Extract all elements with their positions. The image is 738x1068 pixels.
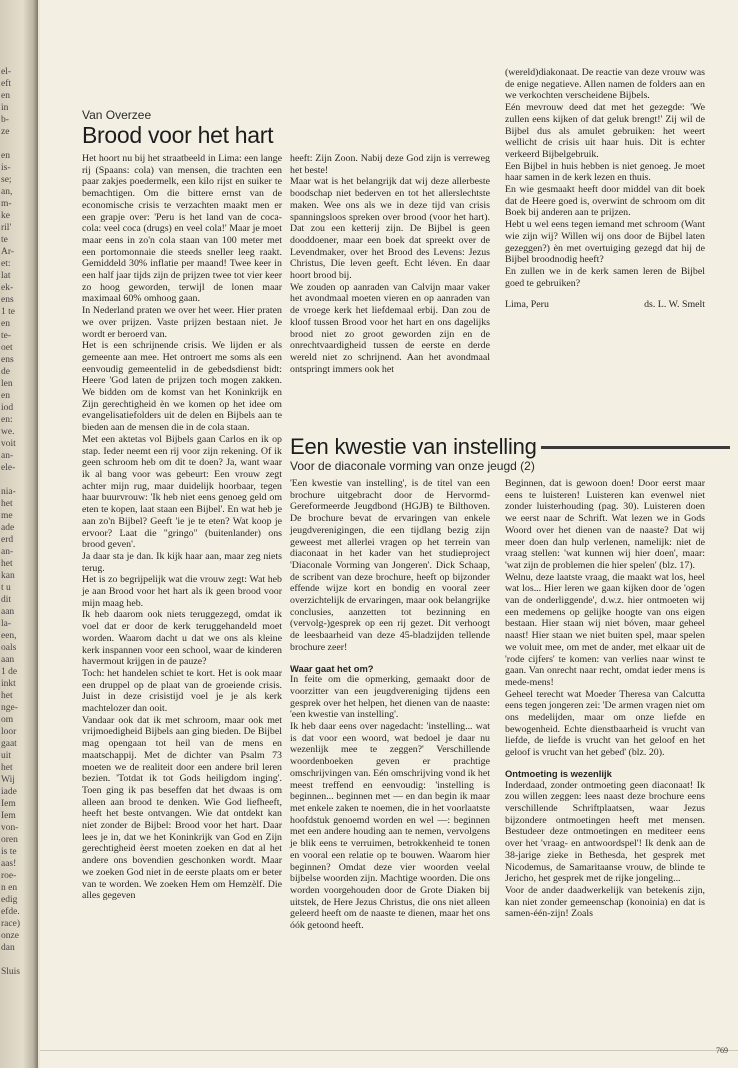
spine-text-fragment: eft <box>1 79 12 89</box>
spine-text-fragment: oren <box>1 835 18 845</box>
spine-text-fragment: te <box>1 235 8 245</box>
spine-text-fragment: ke <box>1 211 10 221</box>
paragraph: (wereld)diakonaat. De reactie van deze vrouw was de enige negatieve. Allen namen de folders aan en we verkochten verscheidene Bijbels. <box>505 67 705 102</box>
magazine-page <box>40 0 738 1068</box>
spine-text-fragment: Ar- <box>1 247 14 257</box>
article1-column-2 <box>290 153 490 375</box>
spine-text-fragment: gaat <box>1 739 17 749</box>
spine-text-fragment: ele- <box>1 463 16 473</box>
spine-text-fragment: oals <box>1 643 17 653</box>
spine-text-fragment: me <box>1 511 13 521</box>
article2-title: Een kwestie van instelling <box>290 434 541 460</box>
spine-text-fragment: en <box>1 391 10 401</box>
page-bottom-rule <box>40 1050 738 1051</box>
paragraph: Het is een schrijnende crisis. We lijden er als gemeente aan mee. Het ontroert me soms als een eenvoudig gemeentelid in de gebedsdienst bidt: Heere 'God laten de prijzen toch mogen zakken. We bidden om de komst van het Koninkrijk en Zijn gerechtigheid èn we komen op het idee om evangelisatiefolders uit de delen en Bijbels aan te bieden aan de mensen die in de cola staan. <box>82 340 282 434</box>
spine-text-fragment: ade <box>1 523 15 533</box>
article-title: Brood voor het hart <box>82 122 274 148</box>
spine-text-fragment: n en <box>1 883 18 893</box>
spine-text-fragment: om <box>1 715 14 725</box>
spine-text-fragment: aan <box>1 655 15 665</box>
spine-text-fragment: we. <box>1 427 15 437</box>
spine-text-fragment: b- <box>1 115 9 125</box>
spine-text-fragment: het <box>1 763 13 773</box>
spine-text-fragment: is- <box>1 163 11 173</box>
article2-column-1 <box>290 478 490 932</box>
spine-text-fragment: an, <box>1 187 13 197</box>
spine-text-fragment: Wij <box>1 775 15 785</box>
spine-text-fragment: nge- <box>1 703 18 713</box>
spine-text-fragment: ens <box>1 355 14 365</box>
spine-text-fragment: dit <box>1 595 12 605</box>
subheading: Waar gaat het om? <box>290 662 374 674</box>
adjacent-page-edge <box>0 0 38 1068</box>
spine-text-fragment: loor <box>1 727 17 737</box>
article1-column-1 <box>82 153 282 902</box>
signature-author: ds. L. W. Smelt <box>644 299 705 311</box>
spine-text-fragment: edig <box>1 895 18 905</box>
spine-text-fragment: inkt <box>1 679 16 689</box>
spine-text-fragment: erd <box>1 535 14 545</box>
spine-text-fragment: te- <box>1 331 12 341</box>
spine-text-fragment: iod <box>1 403 14 413</box>
paragraph: En zullen we in de kerk samen leren de Bijbel goed te gebruiken? <box>505 265 705 289</box>
spine-text-fragment: het <box>1 559 13 569</box>
spine-text-fragment: Sluis <box>1 967 21 977</box>
paragraph: Vandaar ook dat ik met schroom, maar ook met vrijmoedigheid Bijbels aan ging bieden. De Bijbel mag opengaan tot heil van de mens en maatschappij. Met de dichter van Psalm 73 moeten we de realiteit door een andere bril leren bezien. 'Totdat ik tot Gods heiligdom inging'. Toen ging ik pas beseffen dat het dwaas is om alleen aan brood te denken. Wie God liefheeft, heeft het beste ontvangen. Wie dat ontdekt kan niet zonder de Bijbel: Brood voor het hart. Daar lees je in, dat we het Koninkrijk van God en Zijn gerechtigheid èerst moeten zoeken en dat al het andere ons bovendien geschonken wordt. Maar we zoeken God niet in de eerste plaats om er beter van te worden. We zoeken Hem om Hemzèlf. Die alles gegeven <box>82 714 282 902</box>
spine-text-fragment: Iem <box>1 811 16 821</box>
paragraph: 'Een kwestie van instelling', is de titel van een brochure uitgebracht door de Hervormd-Gereformeerde Jeugdbond (HGJB) te Bilthoven. De brochure bevat de ervaringen van enkele jeugdverenigingen, die een tijdlang bezig zijn geweest met allerlei vragen op het terrein van diaconaat in het kader van het studieproject 'Diaconale Vorming van Jongeren'. Dick Schaap, de scribent van deze brochure, heeft op bijzonder effende wijze kort en bondig en vooral zeer overzichtelijk de ervaringen, maar ook belangrijke conclusies, aanzetten tot bezinning en (vervolg-)gesprek op een rij gezet. Dit verhoogt de leesbaarheid van deze 45-bladzijden tellende brochure zeer! <box>290 478 490 653</box>
spine-text-fragment: het <box>1 691 13 701</box>
signature <box>505 299 705 311</box>
spine-text-fragment: t u <box>1 583 11 593</box>
paragraph: Maar wat is het belangrijk dat wij deze allerbeste boodschap niet bederven en tot het allerslechtste maken. Wee ons als we in deze tijd van crisis spanningsloos spreken over brood (voor het hart). Dat zou een ketterij zijn. De Bijbel is geen dooddoener, maar een boek dat spreekt over de Levendmaker, over het Brood des Levens: Jezus Christus, Die leven geeft. Echt léven. En daar hoort brood bij. <box>290 176 490 282</box>
spine-text-fragment: race) <box>1 919 20 929</box>
spine-text-fragment: het <box>1 499 13 509</box>
spine-text-fragment: en <box>1 151 10 161</box>
spine-text-fragment: oet <box>1 343 13 353</box>
signature-place: Lima, Peru <box>505 299 549 311</box>
paragraph: Geheel terecht wat Moeder Theresa van Calcutta eens tegen jongeren zei: 'De armen vragen niet om ons medelijden, maar om onze liefde en bewogenheid. Echte dienstbaarheid is vrucht van liefde, de liefde is vrucht van het geloof en het geloof is vrucht van het gebed' (blz. 20). <box>505 688 705 759</box>
spine-text-fragment: ril' <box>1 223 12 233</box>
spine-text-fragment: kan <box>1 571 15 581</box>
spine-text-fragment: in <box>1 103 9 113</box>
spine-text-fragment: dan <box>1 943 15 953</box>
spine-text-fragment: 1 te <box>1 307 15 317</box>
spine-text-fragment: aan <box>1 607 15 617</box>
spine-text-fragment: von- <box>1 823 19 833</box>
spine-text-fragment: an- <box>1 547 14 557</box>
paragraph: Beginnen, dat is gewoon doen! Door eerst maar eens te luisteren! Luisteren kan evenwel niet zonder luisterhouding (pag. 30). Luisteren doen we eerst naar de Schrift. Wat lezen we in Gods Woord over het dienen van de naaste? Dat wij meer doen dan hulp verlenen, namelijk: niet de vraag stellen: 'wat kunnen wij hier doen', maar: 'wat zijn de problemen die hier spelen' (blz. 17). <box>505 478 705 571</box>
spine-text-fragment: la- <box>1 619 12 629</box>
paragraph: Een Bijbel in huis hebben is niet genoeg. Je moet haar samen in de kerk lezen en thuis. <box>505 160 705 184</box>
paragraph: In feite om die opmerking, gemaakt door de voorzitter van een jeugdvereniging tijdens een gesprek over het helpen, het dienen van de naaste: 'een kwestie van instelling'. <box>290 674 490 721</box>
spine-text-fragment: el- <box>1 67 12 77</box>
spine-text-fragment: efde. <box>1 907 20 917</box>
article2-column-2 <box>505 478 705 920</box>
spine-text-fragment: m- <box>1 199 12 209</box>
spine-text-fragment: ens <box>1 295 14 305</box>
spine-text-fragment: ek- <box>1 283 14 293</box>
paragraph: Met een aktetas vol Bijbels gaan Carlos en ik op stap. Ieder neemt een rij voor zijn rekening. Of ik geen schroom heb om dit te doen? Ja, want waar ik al bang voor was gebeurt: Een vrouw zegt achter mijn rug, maar duidelijk hoorbaar, tegen haar buurvrouw: 'Ik heb niet eens genoeg geld om eten te kopen, laat staan een Bijbel'. En wat heb je aan zo'n Bijbel? Geeft 'ie je te eten? Wat koop je ervoor? Laat die "gringo" (buitenlander) ons brood geven'. <box>82 433 282 551</box>
spine-text-fragment: et: <box>1 259 11 269</box>
page-number: 769 <box>716 1046 728 1055</box>
spine-text-fragment: en <box>1 319 10 329</box>
paragraph: Hebt u wel eens tegen iemand met schroom (Want wie zijn wij? Willen wij ons door de Bijbel laten gezeggen?) èn met overtuiging gezegd dat hij de Bijbel broodnodig heeft? <box>505 219 705 266</box>
paragraph: Het is zo begrijpelijk wat die vrouw zegt: Wat heb je aan Brood voor het hart als ik geen brood voor mijn maag heb. <box>82 574 282 609</box>
spine-text-fragment: uit <box>1 751 12 761</box>
paragraph: Ja daar sta je dan. Ik kijk haar aan, maar zeg niets terug. <box>82 550 282 574</box>
spine-text-fragment: Iem <box>1 799 16 809</box>
paragraph: Welnu, deze laatste vraag, die maakt wat los, heel wat los... Hier leren we gaan kijken door de 'ogen van de onderliggende', d.w.z. hier ontmoeten wij een medemens op gelijke hoogte van ons eigen bestaan. Hier staan wij niet bóven, maar geheel naast! Hier staan we niet buiten spel, maar spelen we voluit mee, om met de ander, met elkaar uit de 'rode cijfers' te komen: van verlies naar winst te gaan. Van onrecht naar recht, omdat ieder mens is mede-mens! <box>505 571 705 688</box>
spine-text-fragment: lat <box>1 271 11 281</box>
paragraph: Inderdaad, zonder ontmoeting geen diaconaat! Ik zou willen zeggen: lees naast deze brochure eens verschillende Schriftplaatsen, waar Jezus bijzondere ontmoetingen heeft met mensen. Bestudeer deze ontmoetingen en mediteer eens over het 'vraag- en antwoordspel'! Ik denk aan de 38-jarige zieke in Bethesda, het gesprek met Nicodemus, de Samaritaanse vrouw, de blinde te Jericho, het gesprek met de rijke jongeling... <box>505 779 705 885</box>
spine-text-fragment: ze <box>1 127 10 137</box>
subheading: Ontmoeting is wezenlijk <box>505 767 612 779</box>
paragraph: En wie gesmaakt heeft door middel van dit boek dat de Heere goed is, overwint de schroom om dit Boek bij anderen aan te prijzen. <box>505 184 705 219</box>
spine-text-fragment: len <box>1 379 13 389</box>
spine-text-fragment: iade <box>1 787 17 797</box>
spine-text-fragment: de <box>1 367 10 377</box>
article2-subtitle: Voor de diaconale vorming van onze jeugd (2) <box>290 459 535 473</box>
paragraph: Ik heb daarom ook niets teruggezegd, omdat ik voel dat er door de kerk teruggehandeld moet worden. Waarom dacht u dat we ons als kleine kerk inspannen voor een school, waar de kinderen havermout krijgen in de pauze? <box>82 609 282 668</box>
paragraph: Ik heb daar eens over nagedacht: 'instelling... wat is dat voor een woord, wat bedoel je daar nu wezenlijk mee te zeggen?' Verschillende woordenboeken geven er prachtige omschrijvingen van. Eén omschrijving vond ik het meest treffend en eenvoudig: 'instelling is beginnen... beginnen met — en dan begin ik maar met enkele zaken te noemen, die in het voorlaatste hoofdstuk genoemd worden en wel —: beginnen met een andere houding aan te nemen, vervolgens je blik eens te verruimen, betrokkenheid te tonen en vooral een relatie op te bouwen. Waarom hier beginnen? Omdat deze vier woorden veelal bijbelse woorden zijn. Machtige woorden. Die ons worden voorgehouden door de Grote Diaken bij uitstek, de Here Jezus Christus, die ons niet alleen geleerd heeft om de naaste te dienen, maar het ons óók getoond heeft. <box>290 721 490 932</box>
spine-text-fragment: voit <box>1 439 16 449</box>
spine-text-fragment: roe- <box>1 871 17 881</box>
spine-text-fragment: nia- <box>1 487 16 497</box>
spine-text-fragment: aas! <box>1 859 17 869</box>
paragraph: We zouden op aanraden van Calvijn maar vaker het avondmaal moeten vieren en op aanraden van de vroege kerk het liefdemaal erbij. Dan zou de kloof tussen Brood voor het hart en ons dagelijks brood niet zo groot geworden zijn en de onrechtvaardigheid tussen de eerste en derde wereld niet zo schrijnend. Aan het avondmaal ontspringt immers ook het <box>290 281 490 375</box>
spine-text-fragment: een, <box>1 631 17 641</box>
section-kicker: Van Overzee <box>82 108 152 122</box>
paragraph: Voor de ander daadwerkelijk van betekenis zijn, kan niet zonder gemeenschap (konoinia) en dat is samen-één-zijn! Zoals <box>505 884 705 920</box>
spine-text-fragment: an- <box>1 451 14 461</box>
paragraph: heeft: Zijn Zoon. Nabij deze God zijn is verreweg het beste! <box>290 153 490 176</box>
spine-text-fragment: se; <box>1 175 12 185</box>
article1-column-3 <box>505 67 705 311</box>
spine-text-fragment: en: <box>1 415 13 425</box>
spine-text-fragment: 1 de <box>1 667 18 677</box>
paragraph: Eén mevrouw deed dat met het gezegde: 'We zullen eens kijken of dat geluk brengt!' Zij wil de Bijbel dus als amulet gebruiken: het weert wellicht de crisis uit haar huis. Dit is echter verkeerd Bijbelgebruik. <box>505 102 705 160</box>
paragraph: Het hoort nu bij het straatbeeld in Lima: een lange rij (Spaans: cola) van mensen, die trachten een paar zakjes poedermelk, een kilo rijst en suiker te bemachtigen. Om die bittere ernst van de economische crisis te verzachten maakt men er een grapje over: 'Peru is het land van de coca-cola: veel coca (drugs) en veel cola!' Maar je moet maar eens in zo'n cola staan van 100 meter met een portomonnaie die steeds sneller leeg raakt. Gemiddeld 30% inflatie per maand! Twee keer in een half jaar tijds zijn de prijzen twee tot vier keer zo hoog geworden, terwijl de lonen maar maximaal 60% omhoog gaan. <box>82 153 282 305</box>
paragraph: In Nederland praten we over het weer. Hier praten we over prijzen. Vaste prijzen bestaan niet. Je wordt er beroerd van. <box>82 305 282 340</box>
spine-text-fragment: is te <box>1 847 17 857</box>
paragraph: Toch: het handelen schiet te kort. Het is ook maar een druppel op de plaat van de groeiende crisis. Juist in deze crisistijd voel je je als kerk machtelozer dan ooit. <box>82 667 282 715</box>
spine-text-fragment: en <box>1 91 10 101</box>
spine-text-fragment: onze <box>1 931 19 941</box>
